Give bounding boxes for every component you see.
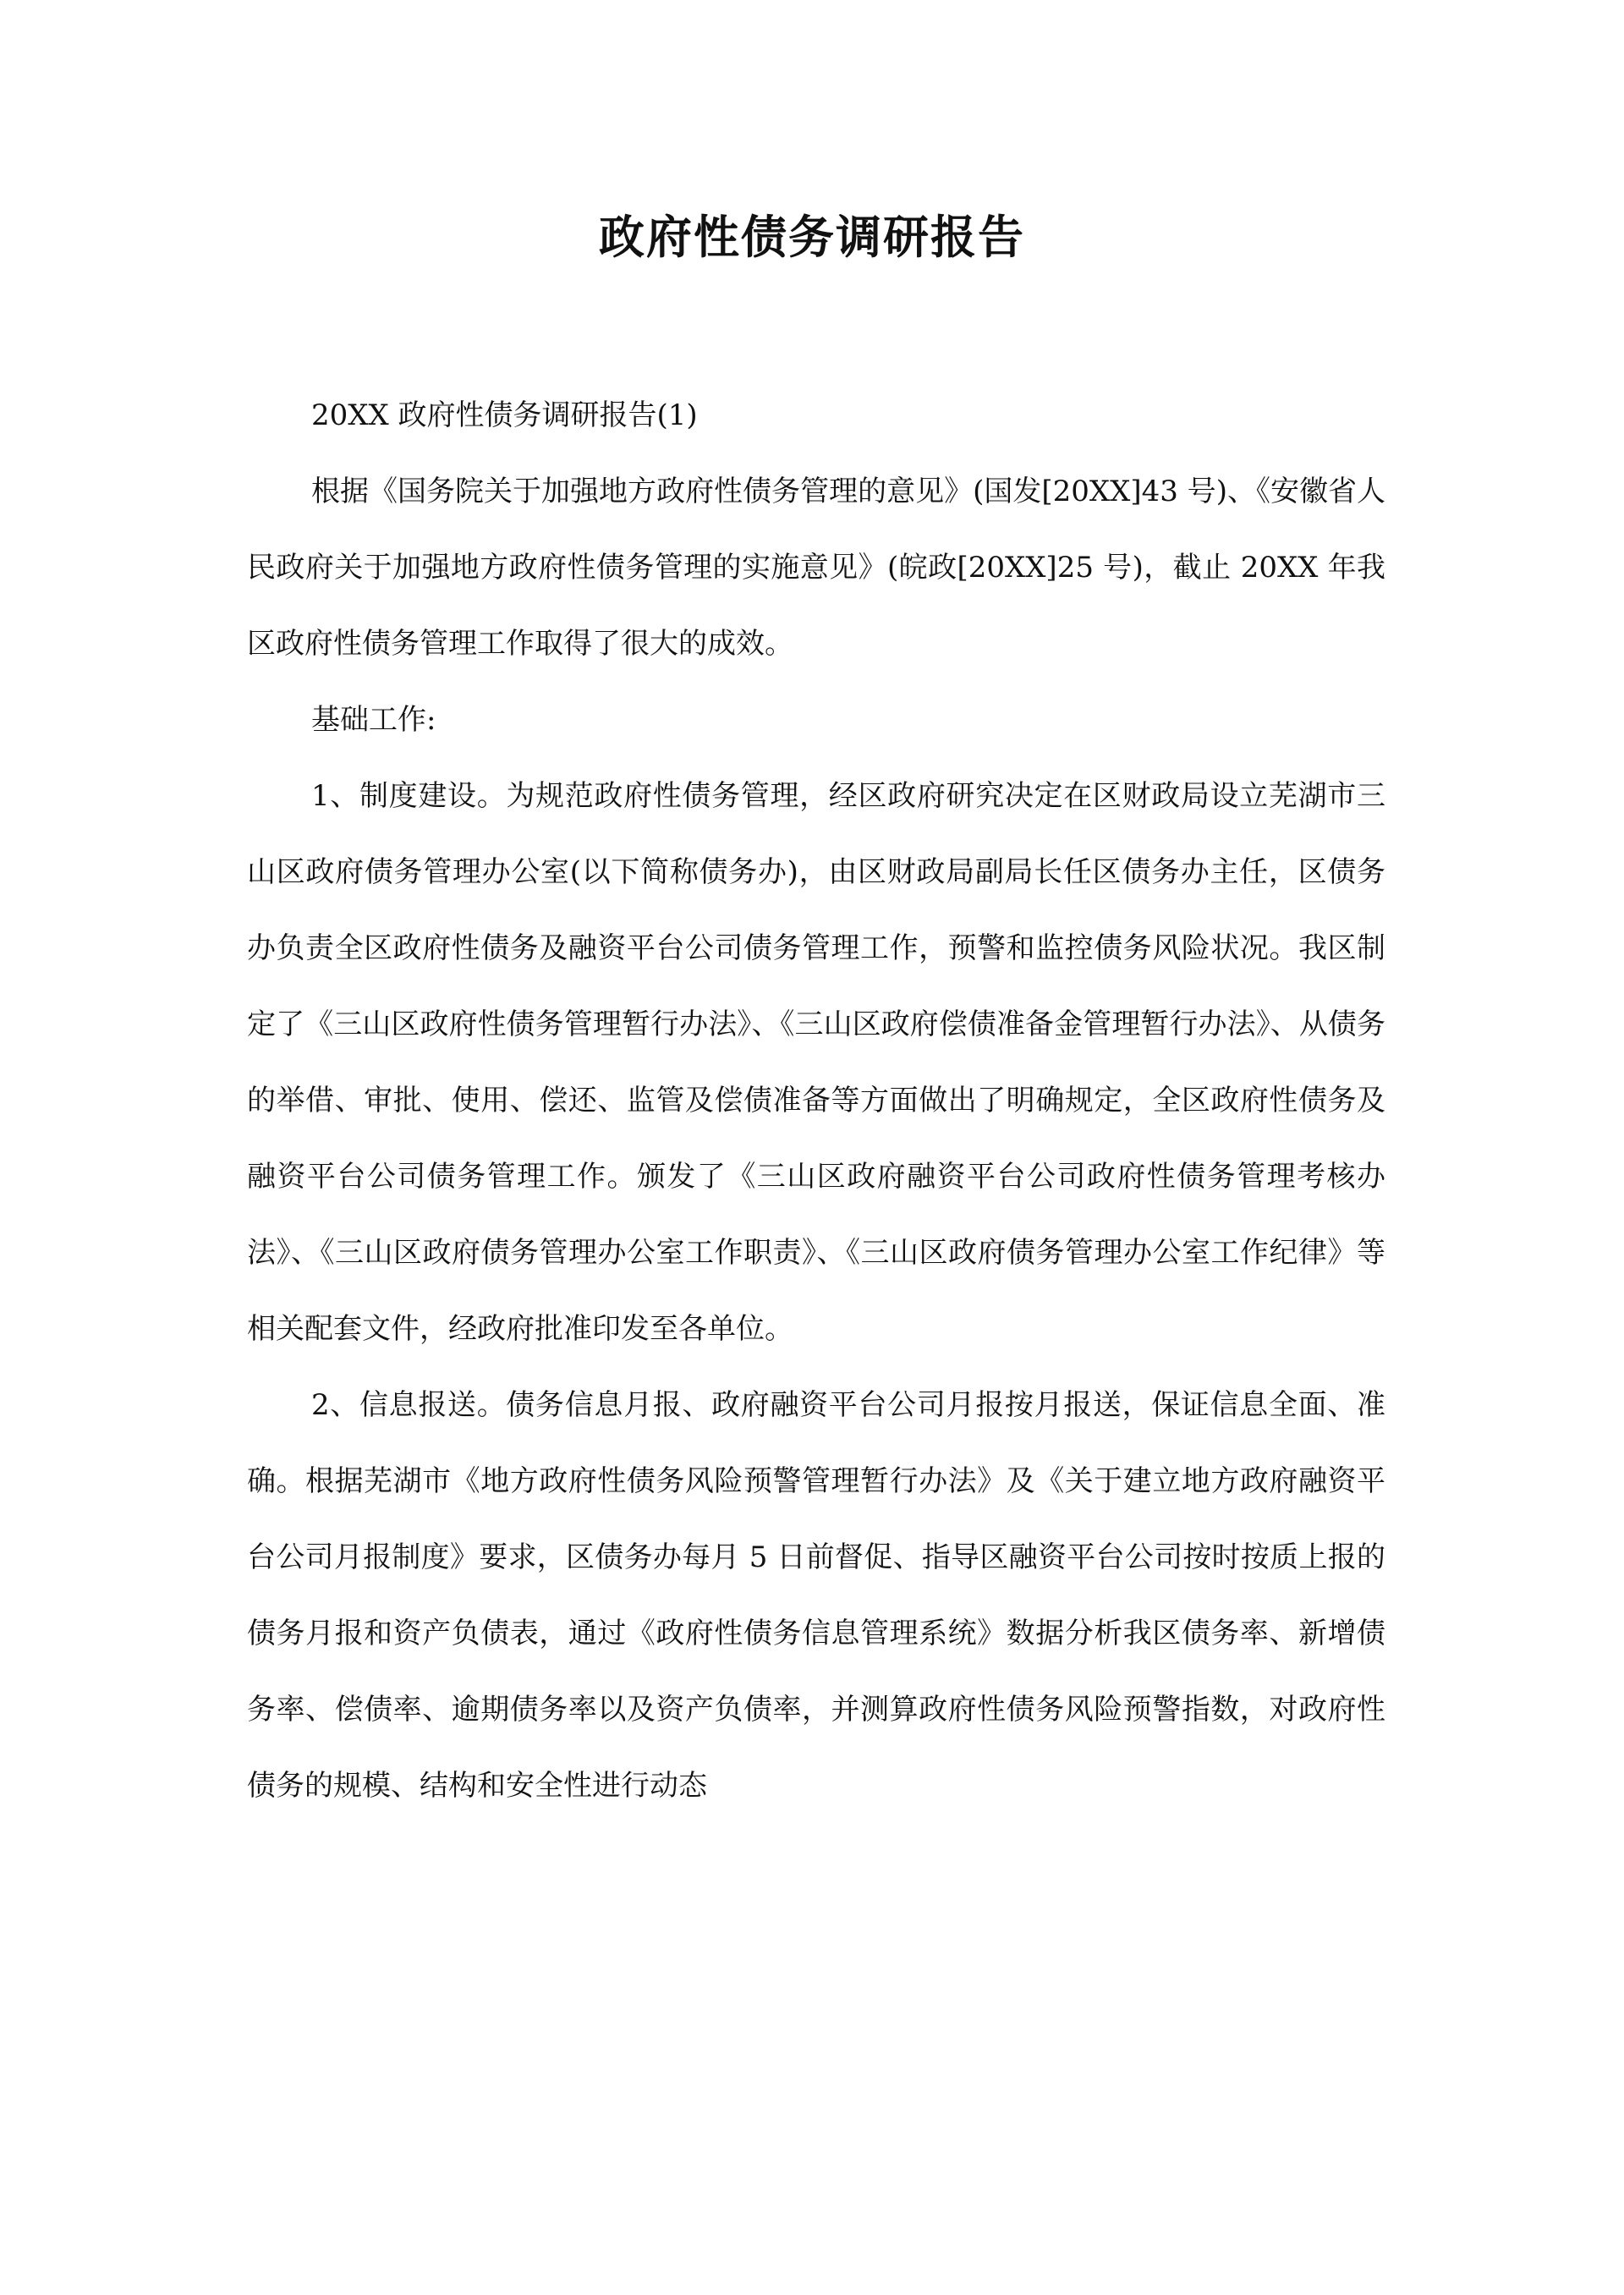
document-title: 政府性债务调研报告 — [599, 210, 1025, 264]
document-body — [247, 377, 1385, 1824]
paragraph-system-building: 1、制度建设。为规范政府性债务管理，经区政府研究决定在区财政局设立芜湖市三山区政府债务管理办公室(以下简称债务办)，由区财政局副局长任区债务办主任，区债务办负责全区政府性债务及融资平台公司债务管理工作，预警和监控债务风险状况。我区制定了《三山区政府性债务管理暂行办法》、《三山区政府偿债准备金管理暂行办法》、从债务的举借、审批、使用、偿还、监管及偿债准备等方面做出了明确规定，全区政府性债务及融资平台公司债务管理工作。颁发了《三山区政府融资平台公司政府性债务管理考核办法》、《三山区政府债务管理办公室工作职责》、《三山区政府债务管理办公室工作纪律》等相关配套文件，经政府批准印发至各单位。 — [247, 779, 1385, 1346]
paragraph-subtitle: 20XX 政府性债务调研报告(1) — [311, 398, 698, 432]
paragraph-information-reporting: 2、信息报送。债务信息月报、政府融资平台公司月报按月报送，保证信息全面、准确。根据芜湖市《地方政府性债务风险预警管理暂行办法》及《关于建立地方政府融资平台公司月报制度》要求，区债务办每月 5 日前督促、指导区融资平台公司按时按质上报的债务月报和资产负债表，通过《政府性债务信息管理系统》数据分析我区债务率、新增债务率、偿债率、逾期债务率以及资产负债率，并测算政府性债务风险预警指数，对政府性债务的规模、结构和安全性进行动态 — [247, 1388, 1385, 1803]
paragraph-foundation-heading: 基础工作: — [311, 703, 436, 737]
paragraph-basis: 根据《国务院关于加强地方政府性债务管理的意见》(国发[20XX]43 号)、《安徽省人民政府关于加强地方政府性债务管理的实施意见》(皖政[20XX]25 号)，截止 20XX 年我区政府性债务管理工作取得了很大的成效。 — [247, 475, 1385, 661]
